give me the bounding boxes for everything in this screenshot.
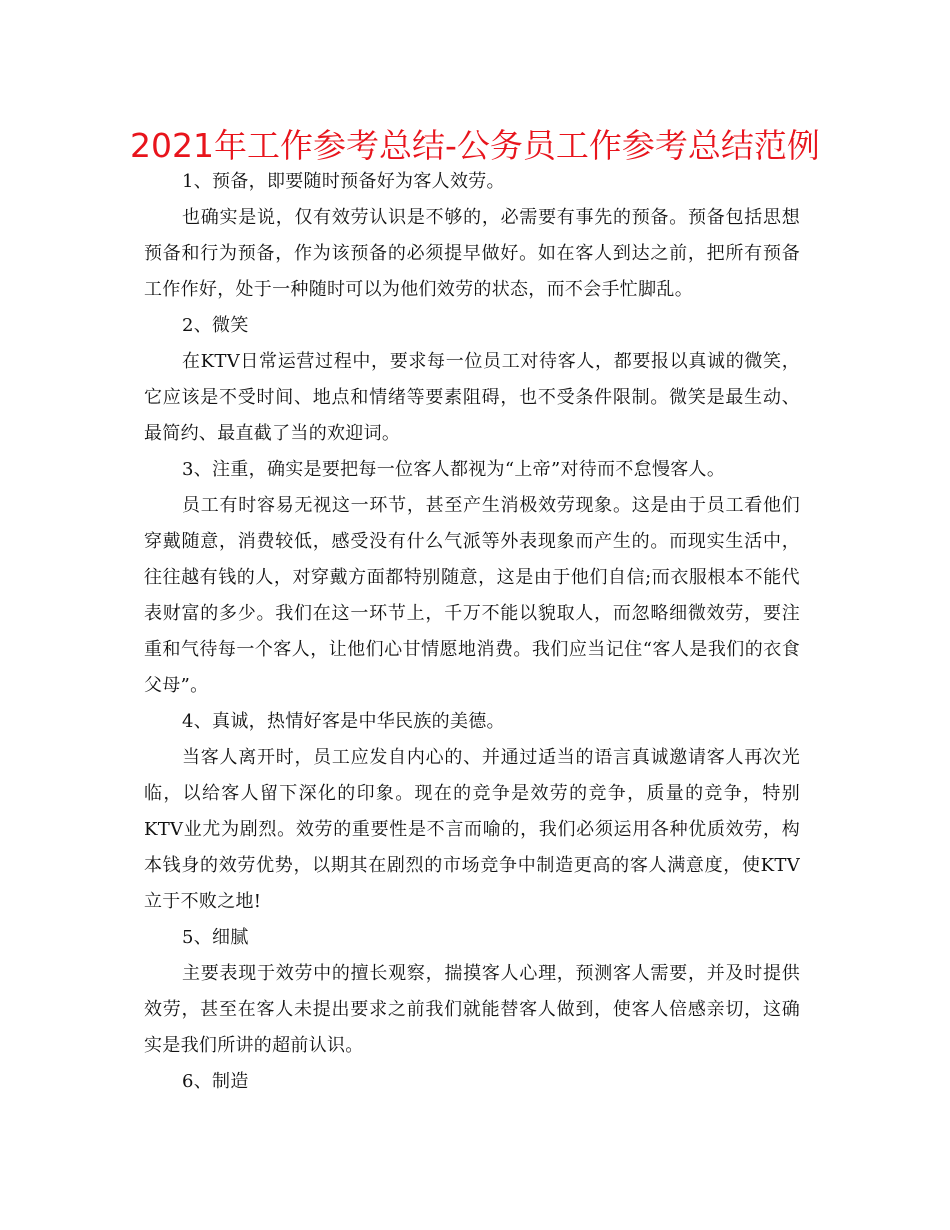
document-title: 2021年工作参考总结-公务员工作参考总结范例: [130, 126, 820, 165]
paragraph-item-3-heading: 3、注重，确实是要把每一位客人都视为“上帝”对待而不怠慢客人。: [182, 459, 726, 480]
document-body: [144, 164, 800, 1100]
paragraph-item-4-heading: 4、真诚，热情好客是中华民族的美德。: [182, 711, 505, 732]
paragraph-item-5-heading: 5、细腻: [182, 927, 249, 948]
paragraph-smile: 在KTV日常运营过程中，要求每一位员工对待客人，都要报以真诚的微笑，它应该是不受时间、地点和情绪等要素阻碍，也不受条件限制。微笑是最生动、最简约、最直截了当的欢迎词。: [144, 351, 800, 444]
paragraph-item-1-heading: 1、预备，即要随时预备好为客人效劳。: [182, 171, 505, 192]
paragraph-item-6-heading: 6、制造: [182, 1071, 249, 1092]
paragraph-preparation: 也确实是说，仅有效劳认识是不够的，必需要有事先的预备。预备包括思想预备和行为预备，作为该预备的必须提早做好。如在客人到达之前，把所有预备工作作好，处于一种随时可以为他们效劳的状态，而不会手忙脚乱。: [144, 207, 800, 300]
paragraph-sincerity: 当客人离开时，员工应发自内心的、并通过适当的语言真诚邀请客人再次光临，以给客人留下深化的印象。现在的竞争是效劳的竞争，质量的竞争，特别KTV业尤为剧烈。效劳的重要性是不言而喻的，我们必须运用各种优质效劳，构本钱身的效劳优势，以期其在剧烈的市场竞争中制造更高的客人满意度，使KTV立于不败之地!: [144, 747, 800, 912]
paragraph-respect: 员工有时容易无视这一环节，甚至产生消极效劳现象。这是由于员工看他们穿戴随意，消费较低，感受没有什么气派等外表现象而产生的。而现实生活中，往往越有钱的人，对穿戴方面都特别随意，这是由于他们自信;而衣服根本不能代表财富的多少。我们在这一环节上，千万不能以貌取人，而忽略细微效劳，要注重和气待每一个客人，让他们心甘情愿地消费。我们应当记住“客人是我们的衣食父母”。: [144, 495, 800, 696]
paragraph-attentiveness: 主要表现于效劳中的擅长观察，揣摸客人心理，预测客人需要，并及时提供效劳，甚至在客人未提出要求之前我们就能替客人做到，使客人倍感亲切，这确实是我们所讲的超前认识。: [144, 963, 800, 1056]
paragraph-item-2-heading: 2、微笑: [182, 315, 249, 336]
